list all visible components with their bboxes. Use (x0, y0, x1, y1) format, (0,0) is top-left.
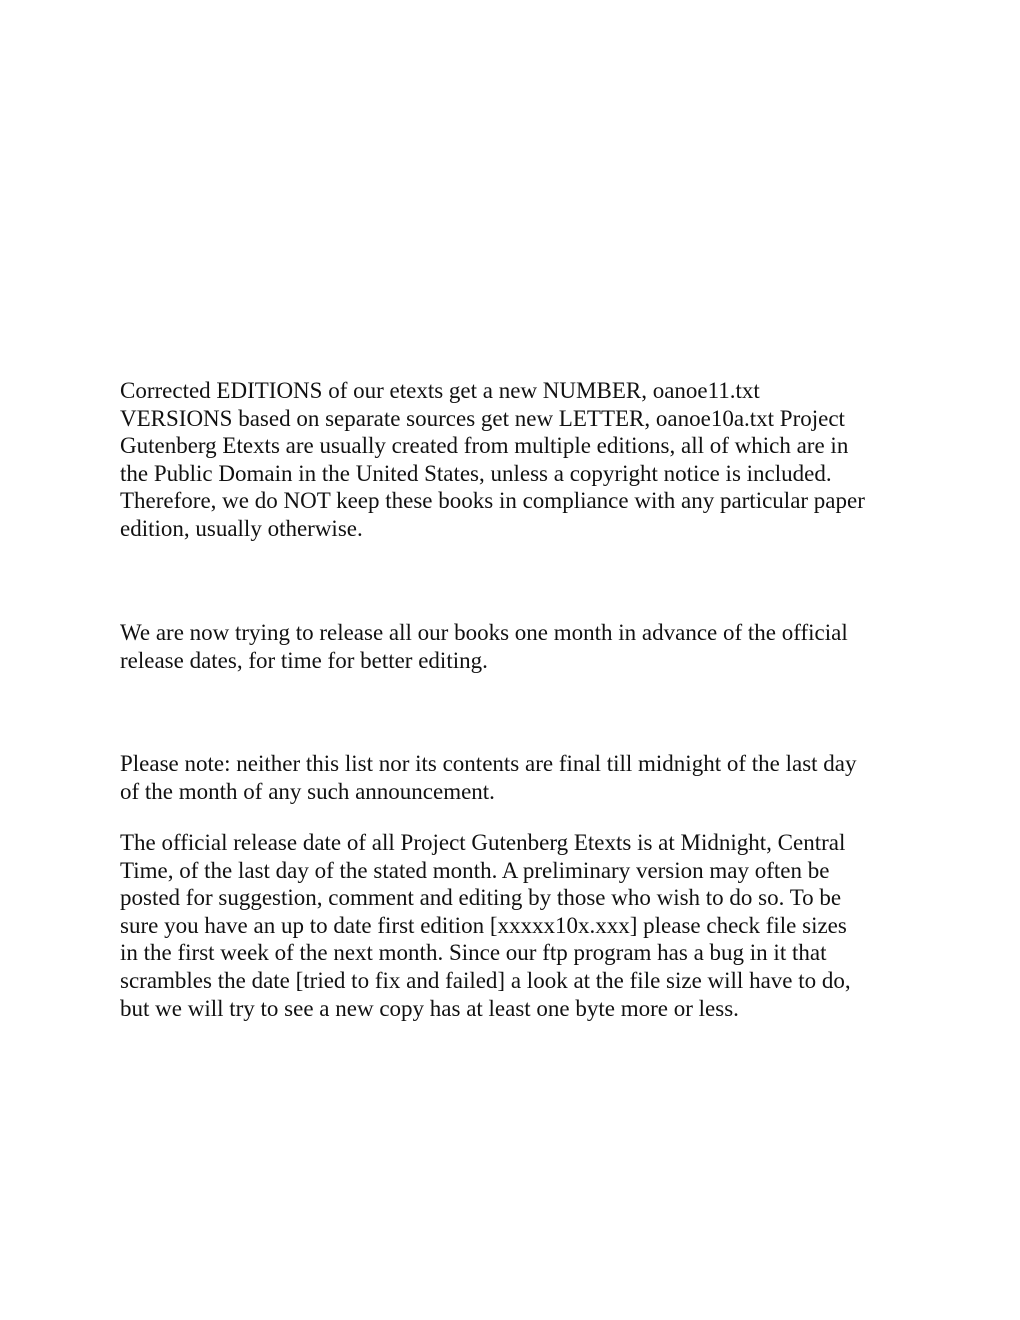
text-line: edition, usually otherwise. (120, 515, 363, 541)
text-line: but we will try to see a new copy has at least one byte more or less. (120, 995, 739, 1021)
text-line: posted for suggestion, comment and editing by those who wish to do so. To be (120, 885, 842, 911)
paragraph-please-note (120, 750, 920, 805)
paragraph-editions-versions (120, 377, 920, 543)
text-line: the Public Domain in the United States, unless a copyright notice is included. (120, 460, 832, 486)
text-line: Please note: neither this list nor its contents are final till midnight of the last day (120, 751, 857, 776)
text-line: The official release date of all Project Gutenberg Etexts is at Midnight, Central (120, 830, 846, 855)
text-line: Time, of the last day of the stated month. A preliminary version may often be (120, 857, 830, 883)
text-line: Gutenberg Etexts are usually created from multiple editions, all of which are in (120, 433, 849, 459)
paragraph-release-advance (120, 619, 920, 674)
text-line: release dates, for time for better editing. (120, 647, 488, 673)
text-line: VERSIONS based on separate sources get new LETTER, oanoe10a.txt Project (120, 405, 845, 431)
text-line: We are now trying to release all our books one month in advance of the official (120, 620, 848, 645)
text-line: Therefore, we do NOT keep these books in compliance with any particular paper (120, 488, 865, 514)
text-line: of the month of any such announcement. (120, 778, 495, 804)
text-line: scrambles the date [tried to fix and failed] a look at the file size will have to do, (120, 967, 851, 993)
paragraph-official-release-date (120, 829, 920, 1022)
text-line: Corrected EDITIONS of our etexts get a new NUMBER, oanoe11.txt (120, 378, 760, 403)
text-line: sure you have an up to date first edition [xxxxx10x.xxx] please check file sizes (120, 912, 847, 938)
text-line: in the first week of the next month. Since our ftp program has a bug in it that (120, 940, 827, 966)
